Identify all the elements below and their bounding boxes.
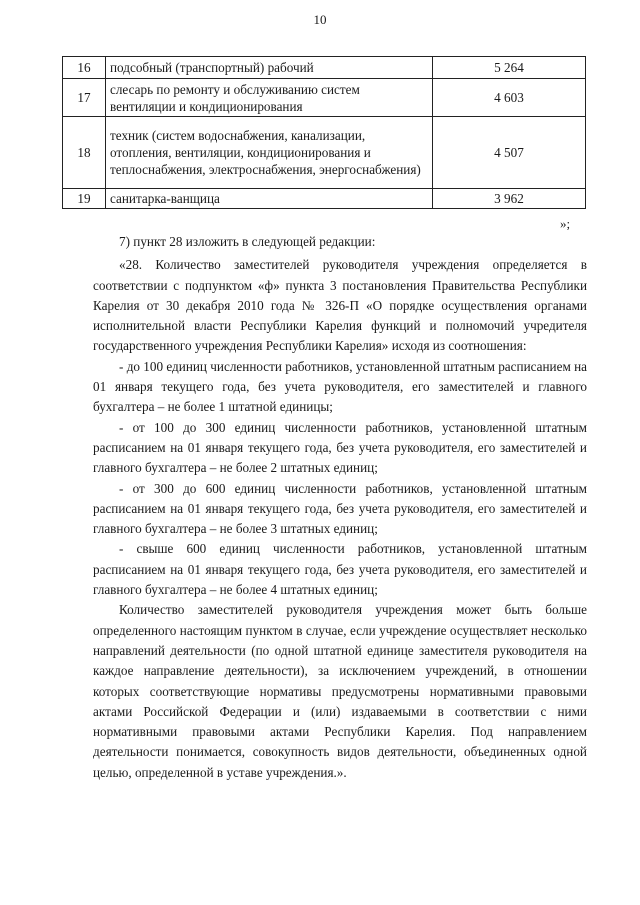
position-name: подсобный (транспортный) рабочий xyxy=(106,57,433,79)
salary-value: 5 264 xyxy=(433,57,586,79)
table-closing-quote: »; xyxy=(560,216,571,231)
staff-salary-table xyxy=(62,56,586,209)
table-row xyxy=(63,117,586,189)
paragraph-clause-28: «28. Количество заместителей руководителя учреждения определяется в соответствии с подпунктом «ф» пункта 3 постановления Правительства Республики Карелия от 30 декабря 2010 года № 326-П «О порядке осуществления органами исполнительной власти Республики Карелия функций и полномочий учредителя государственного учреждения Республики Карелия» исходя из соотношения: xyxy=(93,257,587,354)
paragraph-bullet-2: - от 100 до 300 единиц численности работников, установленной штатным расписанием на 01 января текущего года, без учета руководителя, его заместителей и главного бухгалтера – не более 2 штатных единиц; xyxy=(93,419,587,476)
paragraph-intro: 7) пункт 28 изложить в следующей редакции: xyxy=(119,234,376,249)
salary-value: 4 603 xyxy=(433,79,586,117)
position-name: техник (систем водоснабжения, канализации, отопления, вентиляции, кондиционирования и теплоснабжения, электроснабжения, энергоснабжения) xyxy=(106,117,433,189)
salary-value: 4 507 xyxy=(433,117,586,189)
row-number: 17 xyxy=(63,79,106,117)
page-number: 10 xyxy=(313,12,327,27)
row-number: 18 xyxy=(63,117,106,189)
paragraph-conclusion: Количество заместителей руководителя учреждения может быть больше определенного настоящим пунктом в случае, если учреждение осуществляет несколько направлений деятельности (по одной штатной единице заместителя руководителя на каждое направление деятельности), за исключением учреждений, в отношении которых соответствующие нормативы предусмотрены нормативными правовыми актами Российской Федерации и (или) издаваемыми в соответствии с ними нормативными правовыми актами Республики Карелия. Под направлением деятельности понимается, совокупность видов деятельности, объединенных одной целью, определенной в уставе учреждения.». xyxy=(93,602,587,780)
paragraph-bullet-1: - до 100 единиц численности работников, установленной штатным расписанием на 01 января текущего года, без учета руководителя, его заместителей и главного бухгалтера – не более 1 штатной единицы; xyxy=(93,358,588,415)
paragraph-bullet-3: - от 300 до 600 единиц численности работников, установленной штатным расписанием на 01 января текущего года, без учета руководителя, его заместителей и главного бухгалтера – не более 3 штатных единиц; xyxy=(93,480,587,537)
paragraph-bullet-4: - свыше 600 единиц численности работников, установленной штатным расписанием на 01 января текущего года, без учета руководителя, его заместителей и главного бухгалтера – не более 4 штатных единиц; xyxy=(93,541,587,598)
table-row xyxy=(63,189,586,209)
table-row xyxy=(63,79,586,117)
table-row xyxy=(63,57,586,79)
salary-value: 3 962 xyxy=(433,189,586,209)
document-body xyxy=(93,232,587,783)
row-number: 19 xyxy=(63,189,106,209)
position-name: санитарка-ванщица xyxy=(106,189,433,209)
row-number: 16 xyxy=(63,57,106,79)
position-name: слесарь по ремонту и обслуживанию систем вентиляции и кондиционирования xyxy=(106,79,433,117)
